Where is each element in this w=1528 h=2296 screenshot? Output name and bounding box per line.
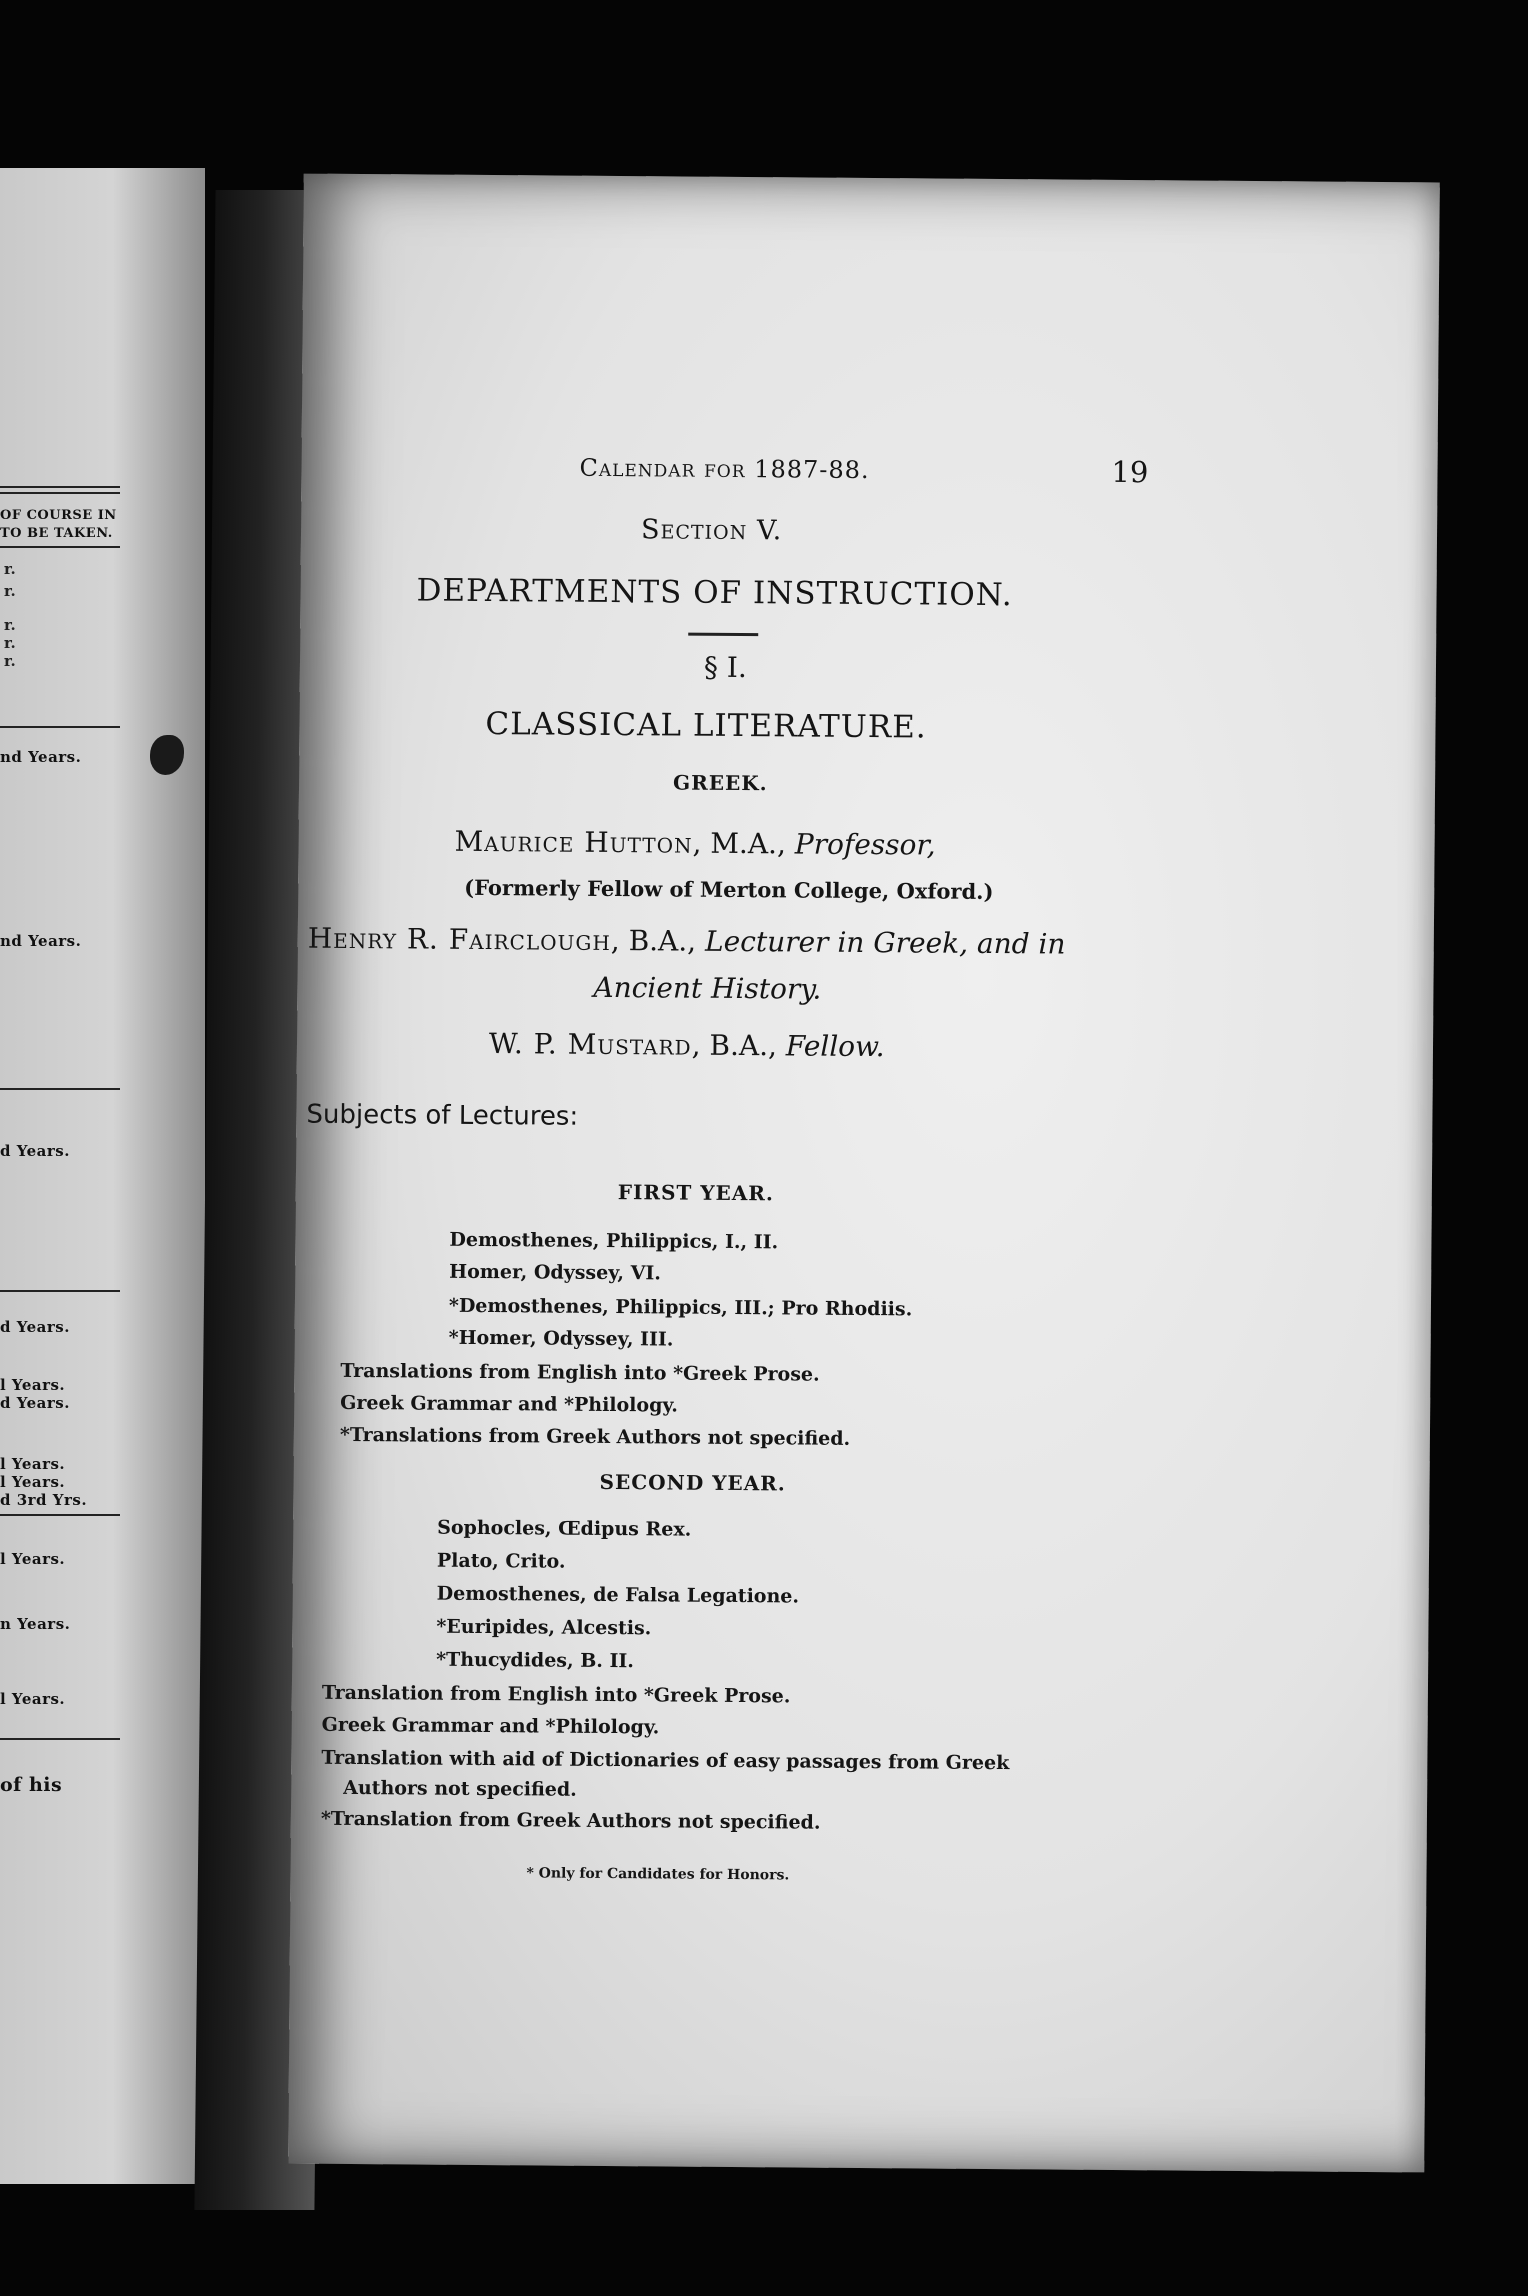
second-year-heading: SECOND YEAR.	[599, 1469, 786, 1496]
right-page	[288, 174, 1440, 2173]
course-item: Sophocles, Œdipus Rex.	[437, 1516, 692, 1541]
left-page-fragment-text: of his	[0, 1774, 63, 1796]
page-number: 19	[1111, 454, 1149, 490]
left-page-rule	[0, 1738, 120, 1740]
left-page-mark: r.	[4, 634, 16, 652]
staff-degree: , M.A.,	[692, 826, 795, 861]
left-page-fragment-text: n Years.	[0, 1615, 71, 1633]
staff-name: W. P. Mustard	[488, 1027, 692, 1062]
staff-role: Professor,	[794, 827, 936, 862]
first-year-heading: FIRST YEAR.	[617, 1180, 775, 1206]
course-item: *Homer, Odyssey, III.	[448, 1326, 674, 1351]
staff-role: Fellow.	[785, 1029, 885, 1064]
left-page-fragment-text: d Years.	[0, 1394, 70, 1412]
staff-role: Ancient History.	[593, 970, 822, 1006]
course-item: Greek Grammar and *Philology.	[321, 1713, 660, 1739]
course-item: Authors not specified.	[343, 1776, 577, 1801]
staff-degree: , B.A.,	[691, 1028, 787, 1063]
course-item: Greek Grammar and *Philology.	[340, 1391, 678, 1417]
course-item: Translation with aid of Dictionaries of easy passages from Greek	[321, 1746, 1010, 1775]
staff-note: (Formerly Fellow of Merton College, Oxford.)	[464, 874, 994, 905]
title-rule	[688, 633, 758, 637]
left-page-fragment-text: d 3rd Yrs.	[0, 1491, 88, 1509]
subsection-title: CLASSICAL LITERATURE.	[485, 706, 927, 746]
course-item: Translations from English into *Greek Prose.	[340, 1359, 820, 1386]
left-page-rule	[0, 1088, 120, 1090]
left-page-rule	[0, 492, 120, 494]
section-heading: Section V.	[640, 514, 783, 547]
left-page-fragment-text: l Years.	[0, 1455, 66, 1473]
staff-role: Lecturer in Greek, and in	[704, 924, 1066, 961]
subjects-label: Subjects of Lectures:	[306, 1099, 579, 1132]
left-page-header-line: OF COURSE IN	[0, 508, 117, 523]
left-page-fragment-text: l Years.	[0, 1690, 66, 1708]
left-page-rule	[0, 1514, 120, 1516]
left-page-fragment-text: d Years.	[0, 1142, 70, 1160]
course-item: Demosthenes, de Falsa Legatione.	[436, 1582, 800, 1608]
course-item: *Thucydides, B. II.	[436, 1648, 635, 1673]
left-page-rule	[0, 1290, 120, 1292]
course-item: Plato, Crito.	[436, 1549, 566, 1573]
page-title: DEPARTMENTS OF INSTRUCTION.	[416, 572, 1013, 614]
left-page-fragment-text: nd Years.	[0, 932, 82, 950]
staff-entry-mustard	[489, 1027, 885, 1063]
left-page-rule	[0, 546, 120, 548]
course-item: Translation from English into *Greek Prose.	[321, 1681, 791, 1708]
course-item: *Translation from Greek Authors not specified.	[320, 1807, 821, 1834]
course-item: *Demosthenes, Philippics, III.; Pro Rhodiis.	[448, 1294, 913, 1321]
left-page-fragment-text: nd Years.	[0, 748, 82, 766]
left-page-mark: r.	[4, 582, 16, 600]
staff-entry-fairclough	[308, 922, 1066, 961]
staff-entry-hutton	[454, 825, 935, 862]
left-page-rule	[0, 486, 120, 488]
course-item: *Translations from Greek Authors not specified.	[339, 1423, 851, 1450]
left-page-mark: r.	[4, 560, 16, 578]
footnote: * Only for Candidates for Honors.	[526, 1865, 790, 1884]
left-page-mark: r.	[4, 652, 16, 670]
left-page-fragment-text: l Years.	[0, 1473, 66, 1491]
course-item: Demosthenes, Philippics, I., II.	[449, 1228, 779, 1254]
course-item: *Euripides, Alcestis.	[436, 1615, 652, 1640]
left-page-rule	[0, 726, 120, 728]
left-page-fragment	[0, 168, 205, 2184]
left-page-mark: r.	[4, 616, 16, 634]
department-heading: GREEK.	[672, 770, 768, 796]
staff-entry-fairclough-continued	[593, 971, 821, 1006]
course-item: Homer, Odyssey, VI.	[449, 1260, 662, 1285]
section-mark: § I.	[703, 650, 747, 685]
left-page-fragment-text: l Years.	[0, 1550, 66, 1568]
left-page-fragment-text: d Years.	[0, 1318, 70, 1336]
left-page-header-line: TO BE TAKEN.	[0, 526, 113, 541]
staff-name: Henry R. Fairclough	[307, 921, 611, 958]
left-page-fragment-text: l Years.	[0, 1376, 66, 1394]
staff-name: Maurice Hutton	[454, 824, 693, 860]
running-head: Calendar for 1887-88.	[579, 453, 870, 485]
staff-degree: , B.A.,	[610, 924, 706, 958]
